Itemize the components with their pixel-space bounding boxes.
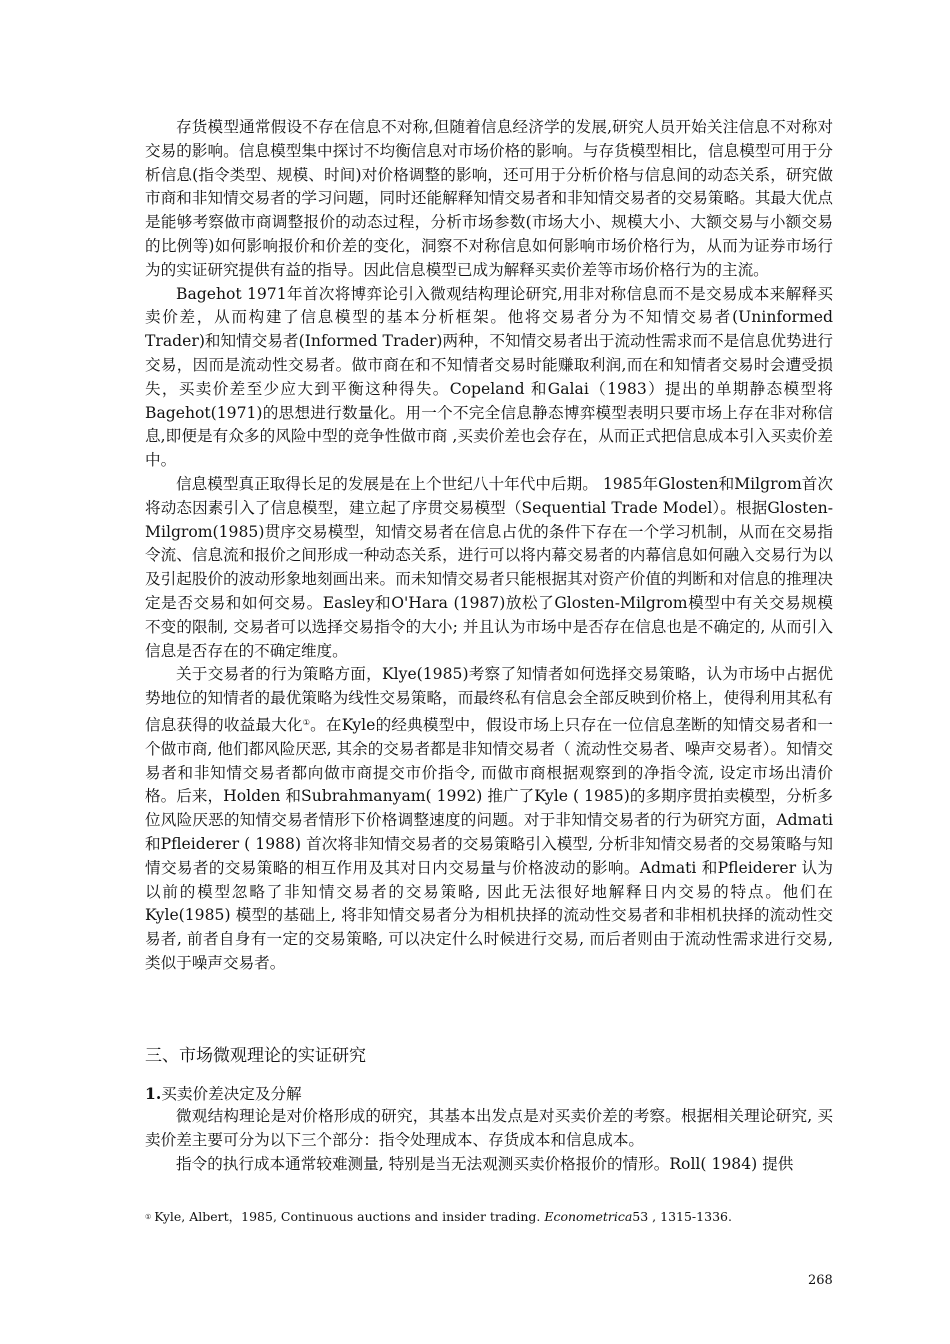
paragraph-inventory-vs-information-model: 存货模型通常假设不存在信息不对称,但随着信息经济学的发展,研究人员开始关注信息不对称对交易的影响。信息模型集中探讨不均衡信息对市场价格的影响。与存货模型相比，信息模型可用于分析信息(指令类型、规模、时间)对价格调整的影响，还可用于分析价格与信息间的动态关系，研究做市商和非知情交易者的学习问题，同时还能解释知情交易者和非知情交易者的交易策略。其最大优点是能够考察做市商调整报价的动态过程，分析市场参数(市场大小、规模大小、大额交易与小额交易的比例等)如何影响报价和价差的变化，洞察不对称信息如何影响市场价格行为，从而为证券市场行为的实证研究提供有益的指导。因此信息模型已成为解释买卖价差等市场价格行为的主流。	[145, 118, 833, 279]
page-number: 268	[808, 1273, 833, 1288]
paragraph-kyle-text-a: 关于交易者的行为策略方面，Klye(1985)考察了知情者如何选择交易策略，认为市场中占据优势地位的知情者的最优策略为线性交易策略，而最终私有信息会全部反映到价格上，使得利用其私有信息获得的收益最大化	[145, 665, 833, 734]
paragraph-spread-components: 微观结构理论是对价格形成的研究，其基本出发点是对买卖价差的考察。根据相关理论研究, 买卖价差主要可分为以下三个部分：指令处理成本、存货成本和信息成本。	[145, 1107, 833, 1149]
paragraph-kyle	[145, 663, 833, 975]
paragraph-order-processing-cost: 指令的执行成本通常较难测量, 特别是当无法观测买卖价格报价的情形。Roll( 1984) 提供	[176, 1154, 794, 1173]
subsection-number: 1.	[145, 1084, 162, 1103]
paragraph-bagehot: Bagehot 1971年首次将博弈论引入微观结构理论研究,用非对称信息而不是交易成本来解释买卖价差，从而构建了信息模型的基本分析框架。他将交易者分为不知情交易者(Uninformed Trader)和知情交易者(Informed Trader)两种，不知情交易者出于流动性需求而不是信息优势进行交易，因而是流动性交易者。做市商在和不知情者交易时能赚取利润,而在和知情者交易时会遭受损失，买卖价差至少应大到平衡这种得失。Copeland 和Galai（1983）提出的单期静态模型将Bagehot(1971)的思想进行数量化。用一个不完全信息静态博弈模型表明只要市场上存在非对称信息,即便是有众多的风险中型的竞争性做市商 ,买卖价差也会存在，从而正式把信息成本引入买卖价差中。	[145, 284, 833, 470]
subsection-heading	[145, 1083, 302, 1105]
body-text-lower	[145, 1105, 833, 1176]
paragraph-kyle-text-b: 。在Kyle的经典模型中，假设市场上只存在一位信息垄断的知情交易者和一个做市商, 他们都风险厌恶, 其余的交易者都是非知情交易者（ 流动性交易者、噪声交易者）。知情交易者和非知情交易者都向做市商提交市价指令, 而做市商根据观察到的净指令流, 设定市场出清价格。后来，Holden 和Subrahmanyam( 1992) 推广了Kyle ( 1985)的多期序贯拍卖模型，分析多位风险厌恶的知情交易者情形下价格调整速度的问题。对于非知情交易者的行为研究方面，Admati 和Pfleiderer ( 1988) 首次将非知情交易者的交易策略引入模型, 分析非知情交易者的交易策略与知情交易者的交易策略的相互作用及其对日内交易量与价格波动的影响。Admati 和Pfleiderer 认为以前的模型忽略了非知情交易者的交易策略, 因此无法很好地解释日内交易的特点。他们在Kyle(1985) 模型的基础上, 将非知情交易者分为相机抉择的流动性交易者和非相机抉择的流动性交易者, 前者自身有一定的交易策略, 可以决定什么时候进行交易, 而后者则由于流动性需求进行交易, 类似于噪声交易者。	[145, 715, 833, 972]
paragraph-glosten-milgrom: 信息模型真正取得长足的发展是在上个世纪八十年代中后期。 1985年Glosten和Milgrom首次将动态因素引入了信息模型，建立起了序贯交易模型（Sequential Trade Model）。根据Glosten-Milgrom(1985)贯序交易模型，知情交易者在信息占优的条件下存在一个学习机制，从而在交易指令流、信息流和报价之间形成一种动态关系，进行可以将内幕交易者的内幕信息如何融入交易行为以及引起股价的波动形象地刻画出来。而未知情交易者只能根据其对资产价值的判断和对信息的推理决定是否交易和如何交易。Easley和O'Hara (1987)放松了Glosten-Milgrom模型中有关交易规模不变的限制, 交易者可以选择交易指令的大小; 并且认为市场中是否存在信息也是不确定的, 从而引入信息是否存在的不确定维度。	[145, 474, 833, 660]
section-heading: 三、市场微观理论的实证研究	[145, 1046, 366, 1066]
subsection-title: 买卖价差决定及分解	[161, 1085, 302, 1103]
footnote-journal: Econometrica	[544, 1209, 633, 1224]
footnote-reference-mark: ①	[302, 717, 311, 727]
body-text-upper	[145, 116, 833, 976]
footnote-tail: 53 , 1315-1336.	[632, 1209, 732, 1224]
footnote-marker: ①	[145, 1213, 152, 1221]
footnote	[145, 1208, 732, 1226]
footnote-text: Kyle, Albert，1985, Continuous auctions and insider trading.	[154, 1209, 545, 1224]
